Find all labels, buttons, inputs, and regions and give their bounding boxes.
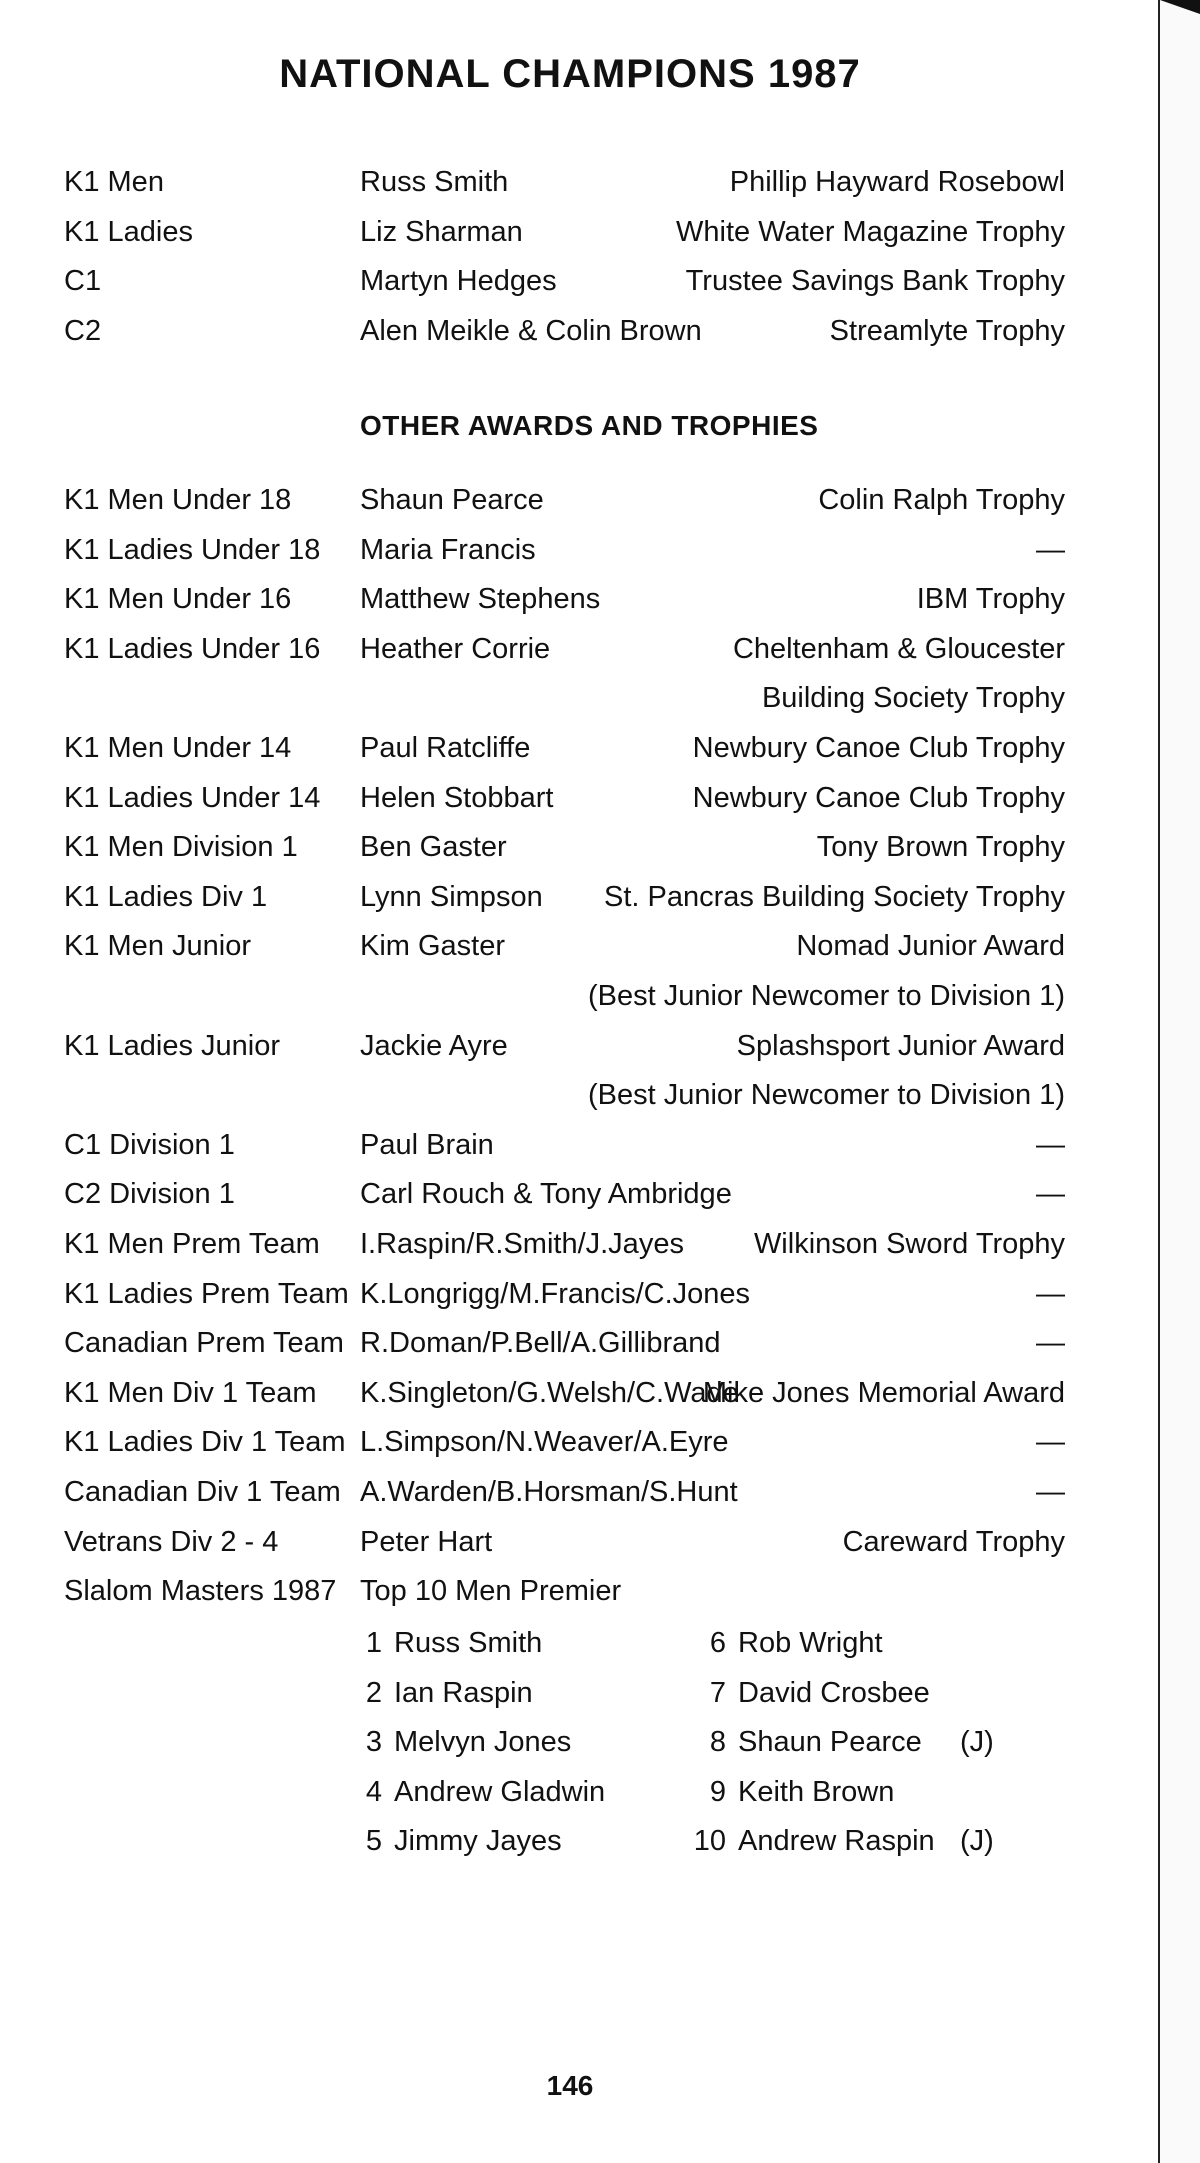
category-cell: K1 Men [64,166,164,198]
award-cell: — [1036,1476,1065,1508]
rank-name: Melvyn Jones [394,1726,572,1759]
rank-number: 6 [709,1627,726,1659]
rank-number: 7 [709,1676,726,1709]
winner-cell: Peter Hart [360,1525,493,1558]
table-row [0,971,1200,1021]
award-cell: Mike Jones Memorial Award [702,1376,1065,1409]
rank-name: Shaun Pearce [738,1726,922,1759]
category-cell: C1 [64,265,102,297]
category-cell: K1 Men Prem Team [64,1228,320,1260]
award-cell: — [1036,1426,1065,1459]
category-cell: Slalom Masters 1987 [64,1575,337,1608]
category-cell: K1 Men Division 1 [64,831,298,864]
category-cell: Canadian Div 1 Team [64,1476,341,1508]
winner-cell: R.Doman/P.Bell/A.Gillibrand [360,1327,721,1360]
table-row [0,872,1200,922]
winner-cell: Russ Smith [360,166,509,198]
award-cell: IBM Trophy [916,583,1065,616]
category-cell: K1 Men Under 14 [64,732,292,764]
award-cell: Tony Brown Trophy [816,831,1065,864]
junior-marker: (J) [960,1726,994,1759]
winner-cell: Top 10 Men Premier [360,1575,622,1608]
winner-cell: K.Longrigg/M.Francis/C.Jones [360,1277,751,1310]
winner-cell: A.Warden/B.Horsman/S.Hunt [360,1476,738,1508]
rank-name: Russ Smith [394,1627,543,1659]
winner-cell: Shaun Pearce [360,484,544,516]
section-heading: OTHER AWARDS AND TROPHIES [360,410,819,441]
category-cell: Vetrans Div 2 - 4 [64,1525,279,1558]
award-cell: Wilkinson Sword Trophy [753,1228,1065,1260]
category-cell: Canadian Prem Team [64,1327,344,1360]
winner-cell: Kim Gaster [360,930,506,963]
rank-number: 4 [365,1775,382,1808]
rank-name: Andrew Gladwin [394,1775,606,1808]
category-cell: K1 Men Div 1 Team [64,1376,317,1409]
award-cell: White Water Magazine Trophy [676,215,1065,248]
category-cell: K1 Ladies Div 1 Team [64,1426,346,1459]
rank-name: Jimmy Jayes [394,1825,562,1858]
rank-number: 1 [365,1627,382,1659]
winner-cell: K.Singleton/G.Welsh/C.Wade [360,1376,739,1409]
table-row [0,1467,1200,1517]
table-row [0,773,1200,823]
category-cell: K1 Ladies Under 14 [64,781,321,814]
category-cell: K1 Men Under 16 [64,583,292,616]
table-row [0,1368,1200,1418]
winner-cell: Paul Ratcliffe [360,732,531,764]
rank-number: 5 [365,1825,382,1858]
winner-cell: Martyn Hedges [360,265,557,297]
winner-cell: Jackie Ayre [360,1029,508,1062]
winner-cell: Ben Gaster [360,831,507,864]
table-row [0,673,1200,723]
rank-number: 9 [709,1775,726,1808]
winner-cell: Maria Francis [360,533,536,566]
award-cell: (Best Junior Newcomer to Division 1) [587,980,1065,1012]
table-row [0,1318,1200,1368]
rank-name: Andrew Raspin [738,1825,935,1858]
award-cell: Phillip Hayward Rosebowl [729,166,1065,198]
category-cell: K1 Ladies Under 16 [64,632,321,665]
table-row [0,723,1200,773]
table-row [0,624,1200,674]
winner-cell: Liz Sharman [360,215,523,248]
page-number: 146 [546,2070,594,2101]
category-cell: C2 Division 1 [64,1178,235,1211]
table-row [0,574,1200,624]
table-row [0,256,1200,306]
category-cell: C1 Division 1 [64,1128,235,1161]
award-cell: Colin Ralph Trophy [818,484,1065,516]
ranking-item [360,1717,571,1767]
table-row [0,1021,1200,1071]
award-cell: St. Pancras Building Society Trophy [603,880,1065,913]
table-row [0,1120,1200,1170]
ranking-item [690,1816,994,1866]
ranking-item [360,1618,542,1668]
award-cell: Cheltenham & Gloucester [732,632,1065,665]
category-cell: K1 Men Junior [64,930,251,963]
table-row [0,921,1200,971]
table-row [0,207,1200,257]
ranking-item [690,1618,883,1668]
category-cell: K1 Ladies Junior [64,1029,281,1062]
table-row [0,306,1200,356]
winner-cell: Heather Corrie [360,632,551,665]
table-row [0,1417,1200,1467]
award-cell: — [1036,1327,1065,1360]
award-cell: — [1036,1178,1065,1211]
ranking-item [690,1668,930,1718]
award-cell: — [1036,1277,1065,1310]
rank-name: Rob Wright [738,1627,883,1659]
ranking-item [690,1717,994,1767]
winner-cell: Matthew Stephens [360,583,601,616]
winner-cell: I.Raspin/R.Smith/J.Jayes [360,1228,684,1260]
ranking-item [360,1668,533,1718]
rank-name: David Crosbee [738,1676,930,1709]
award-cell: Careward Trophy [842,1525,1065,1558]
rank-name: Keith Brown [738,1775,895,1808]
award-cell: Newbury Canoe Club Trophy [692,732,1065,764]
table-row [0,157,1200,207]
table-row [0,822,1200,872]
rank-name: Ian Raspin [394,1676,533,1709]
award-cell: Newbury Canoe Club Trophy [692,781,1065,814]
winner-cell: Helen Stobbart [360,781,554,814]
category-cell: K1 Ladies Under 18 [64,533,321,566]
rank-number: 10 [693,1825,726,1858]
category-cell: K1 Ladies Prem Team [64,1277,349,1310]
ranking-item [360,1816,562,1866]
winner-cell: Alen Meikle & Colin Brown [360,314,702,347]
category-cell: K1 Ladies Div 1 [64,880,268,913]
table-row [0,1269,1200,1319]
category-cell: C2 [64,314,102,347]
page-title: NATIONAL CHAMPIONS 1987 [279,52,861,96]
award-cell: Streamlyte Trophy [829,314,1065,347]
winner-cell: Paul Brain [360,1128,494,1161]
table-row [0,1517,1200,1567]
table-row [0,1219,1200,1269]
ranking-item [360,1767,605,1817]
winner-cell: Lynn Simpson [360,880,543,913]
award-cell: Trustee Savings Bank Trophy [685,265,1065,297]
winner-cell: Carl Rouch & Tony Ambridge [360,1178,732,1211]
table-row [0,1566,1200,1616]
rank-number: 2 [365,1676,382,1709]
category-cell: K1 Men Under 18 [64,484,292,516]
award-cell: Nomad Junior Award [796,930,1065,963]
table-row [0,525,1200,575]
junior-marker: (J) [960,1825,994,1858]
ranking-item [690,1767,894,1817]
table-row [0,1070,1200,1120]
award-cell: Splashsport Junior Award [736,1029,1065,1062]
corner-mark [1160,0,1200,14]
award-cell: Building Society Trophy [761,682,1065,715]
table-row [0,1169,1200,1219]
winner-cell: L.Simpson/N.Weaver/A.Eyre [360,1426,729,1459]
award-cell: — [1036,1128,1065,1161]
category-cell: K1 Ladies [64,215,193,248]
rank-number: 3 [365,1726,382,1759]
rank-number: 8 [709,1726,726,1759]
table-row [0,475,1200,525]
award-cell: (Best Junior Newcomer to Division 1) [587,1079,1065,1112]
award-cell: — [1036,533,1065,566]
